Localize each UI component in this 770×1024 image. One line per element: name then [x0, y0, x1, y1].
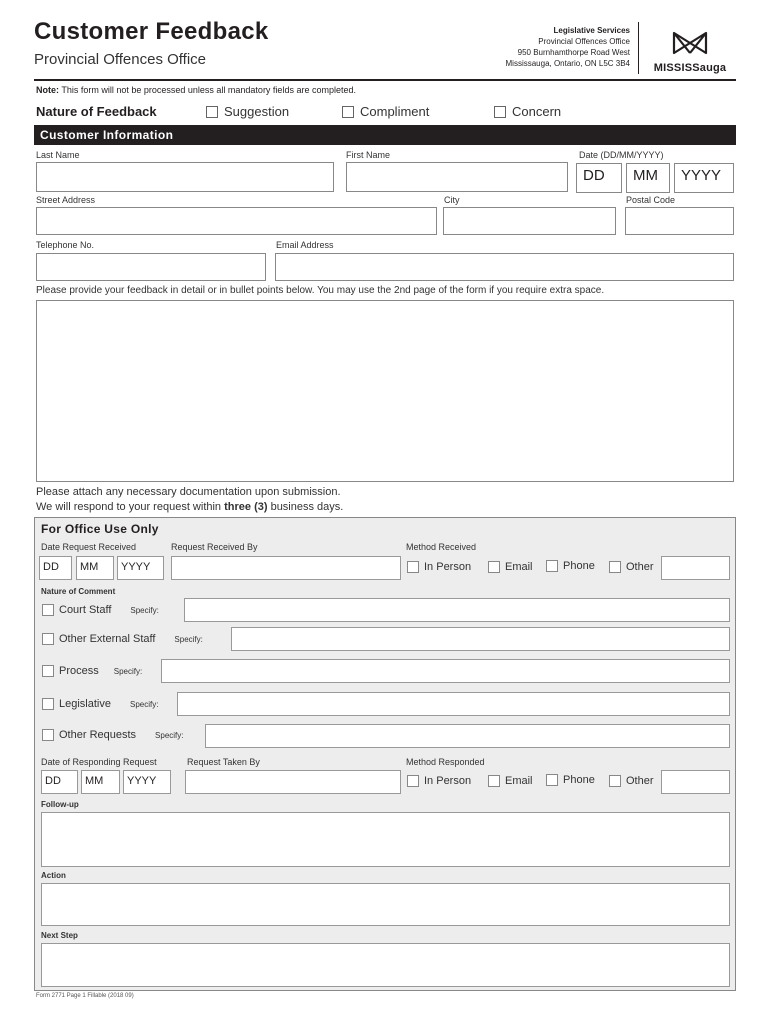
address-city: Mississauga, Ontario, ON L5C 3B4 — [505, 59, 630, 68]
concern-checkbox[interactable] — [494, 106, 506, 118]
next-step-textarea[interactable] — [41, 943, 730, 987]
option-concern[interactable] — [494, 104, 561, 119]
phone-checkbox[interactable] — [546, 560, 558, 572]
logo-text: MISSISSauga — [653, 62, 727, 74]
feedback-textarea[interactable] — [36, 300, 734, 482]
option-label: Concern — [512, 104, 562, 119]
other-requests-specify-input[interactable] — [205, 724, 730, 748]
comment-label: Other External Staff — [59, 633, 156, 645]
comment-legislative[interactable] — [42, 698, 158, 710]
in-person-checkbox[interactable] — [407, 561, 419, 573]
nature-of-comment-label: Nature of Comment — [41, 587, 116, 596]
in-person-checkbox[interactable] — [407, 775, 419, 787]
date-mm-input[interactable]: MM — [626, 163, 670, 193]
header-divider — [638, 22, 639, 74]
received-dd-input[interactable]: DD — [39, 556, 72, 580]
method-label: Email — [505, 775, 533, 787]
action-textarea[interactable] — [41, 883, 730, 926]
attach-note — [36, 485, 343, 515]
legislative-specify-input[interactable] — [177, 692, 730, 716]
specify-label: Specify: — [174, 634, 203, 644]
address-street: 950 Burnhamthorpe Road West — [517, 48, 630, 57]
date-dd-input[interactable]: DD — [576, 163, 622, 193]
method-received-phone[interactable] — [546, 560, 595, 572]
comment-process[interactable] — [42, 665, 142, 677]
method-label: Other — [626, 775, 654, 787]
comment-court-staff[interactable] — [42, 604, 159, 616]
phone-checkbox[interactable] — [546, 774, 558, 786]
form-title: Customer Feedback — [34, 18, 269, 45]
comment-label: Other Requests — [59, 729, 137, 741]
method-label: In Person — [424, 561, 472, 573]
comment-other-requests[interactable] — [42, 729, 184, 741]
office-address — [506, 25, 631, 69]
date-label: Date (DD/MM/YYYY) — [579, 150, 664, 160]
street-label: Street Address — [36, 195, 96, 205]
nature-of-feedback-label: Nature of Feedback — [36, 104, 157, 119]
date-responding-label: Date of Responding Request — [41, 757, 157, 767]
method-responded-phone[interactable] — [546, 774, 595, 786]
method-received-other-input[interactable] — [661, 556, 730, 580]
last-name-label: Last Name — [36, 150, 80, 160]
date-yyyy-input[interactable]: YYYY — [674, 163, 734, 193]
responding-dd-input[interactable]: DD — [41, 770, 78, 794]
mandatory-note — [36, 85, 356, 95]
taken-by-input[interactable] — [185, 770, 401, 794]
attach-line2-post: business days. — [267, 501, 344, 513]
received-by-input[interactable] — [171, 556, 401, 580]
address-office: Provincial Offences Office — [538, 37, 630, 46]
city-label: City — [444, 195, 460, 205]
other-external-specify-input[interactable] — [231, 627, 730, 651]
specify-label: Specify: — [155, 730, 184, 740]
email-label: Email Address — [276, 240, 334, 250]
method-label: Phone — [563, 774, 595, 786]
suggestion-checkbox[interactable] — [206, 106, 218, 118]
specify-label: Specify: — [113, 666, 143, 676]
legislative-checkbox[interactable] — [42, 698, 54, 710]
specify-label: Specify: — [129, 699, 159, 709]
court-staff-checkbox[interactable] — [42, 604, 54, 616]
office-use-title: For Office Use Only — [41, 522, 159, 536]
action-label: Action — [41, 871, 66, 880]
method-responded-other[interactable] — [609, 775, 654, 787]
city-input[interactable] — [443, 207, 616, 235]
follow-up-label: Follow-up — [41, 800, 79, 809]
option-suggestion[interactable] — [206, 104, 289, 119]
method-label: In Person — [424, 775, 472, 787]
method-label: Other — [626, 561, 654, 573]
phone-input[interactable] — [36, 253, 266, 281]
court-staff-specify-input[interactable] — [184, 598, 730, 622]
next-step-label: Next Step — [41, 931, 78, 940]
received-by-label: Request Received By — [171, 542, 258, 552]
received-mm-input[interactable]: MM — [76, 556, 114, 580]
taken-by-label: Request Taken By — [187, 757, 260, 767]
comment-label: Legislative — [59, 698, 111, 710]
process-checkbox[interactable] — [42, 665, 54, 677]
responding-mm-input[interactable]: MM — [81, 770, 120, 794]
header-rule — [34, 79, 736, 81]
method-responded-label: Method Responded — [406, 757, 485, 767]
compliment-checkbox[interactable] — [342, 106, 354, 118]
specify-label: Specify: — [130, 605, 159, 615]
comment-other-external-staff[interactable] — [42, 633, 203, 645]
responding-yyyy-input[interactable]: YYYY — [123, 770, 171, 794]
method-received-other[interactable] — [609, 561, 654, 573]
street-input[interactable] — [36, 207, 437, 235]
follow-up-textarea[interactable] — [41, 812, 730, 867]
email-checkbox[interactable] — [488, 561, 500, 573]
method-label: Email — [505, 561, 533, 573]
method-received-email[interactable] — [488, 561, 533, 573]
received-yyyy-input[interactable]: YYYY — [117, 556, 164, 580]
other-external-staff-checkbox[interactable] — [42, 633, 54, 645]
method-received-label: Method Received — [406, 542, 477, 552]
customer-info-header: Customer Information — [34, 125, 736, 145]
method-responded-email[interactable] — [488, 775, 533, 787]
other-checkbox[interactable] — [609, 775, 621, 787]
option-label: Compliment — [360, 104, 430, 119]
phone-label: Telephone No. — [36, 240, 95, 250]
process-specify-input[interactable] — [161, 659, 730, 683]
logo-mark-icon — [670, 30, 710, 56]
postal-label: Postal Code — [626, 195, 676, 205]
feedback-prompt: Please provide your feedback in detail or in bullet points below. You may use the 2nd page of the form if you require extra space. — [36, 285, 605, 296]
address-dept: Legislative Services — [553, 26, 630, 35]
method-responded-in-person[interactable] — [407, 775, 471, 787]
form-footer: Form 2771 Page 1 Fillable (2018 09) — [36, 993, 134, 999]
note-text: This form will not be processed unless all mandatory fields are completed. — [61, 85, 356, 95]
other-requests-checkbox[interactable] — [42, 729, 54, 741]
first-name-input[interactable] — [346, 162, 568, 192]
attach-line2-pre: We will respond to your request within — [36, 501, 225, 513]
method-responded-other-input[interactable] — [661, 770, 730, 794]
other-checkbox[interactable] — [609, 561, 621, 573]
comment-label: Court Staff — [59, 604, 112, 616]
mississauga-logo — [648, 30, 732, 74]
email-input[interactable] — [275, 253, 734, 281]
last-name-input[interactable] — [36, 162, 334, 192]
attach-line1: Please attach any necessary documentation upon submission. — [36, 486, 341, 498]
attach-line2 — [36, 500, 343, 515]
method-label: Phone — [563, 560, 595, 572]
attach-line2-bold: three (3) — [224, 501, 268, 513]
option-compliment[interactable] — [342, 104, 429, 119]
option-label: Suggestion — [224, 104, 290, 119]
comment-label: Process — [59, 665, 99, 677]
first-name-label: First Name — [346, 150, 391, 160]
date-received-label: Date Request Received — [41, 542, 137, 552]
email-checkbox[interactable] — [488, 775, 500, 787]
postal-input[interactable] — [625, 207, 734, 235]
form-subtitle: Provincial Offences Office — [34, 51, 207, 68]
note-label: Note: — [36, 85, 59, 95]
method-received-in-person[interactable] — [407, 561, 471, 573]
